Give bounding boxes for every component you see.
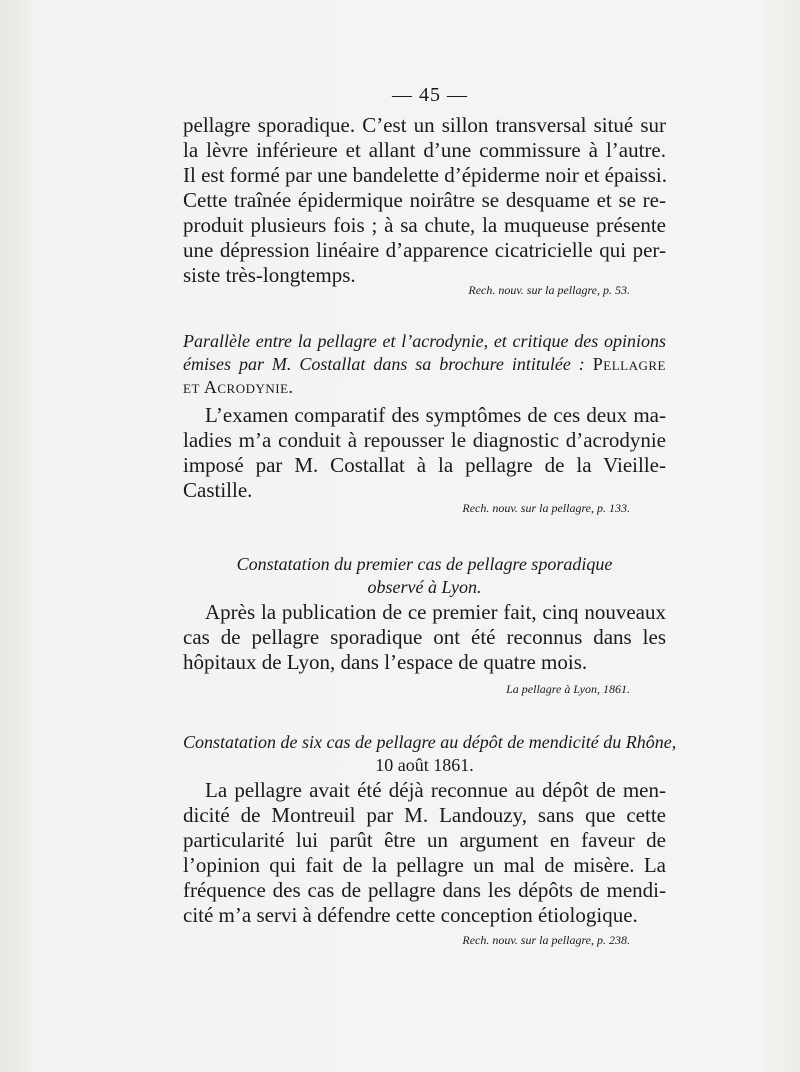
text-line: Castille. [183, 478, 253, 502]
title-line [183, 353, 666, 376]
title-line: 10 août 1861. [375, 755, 474, 775]
text-line: la lèvre inférieure et allant d’une commissure à l’autre. [183, 138, 666, 162]
text-line: particularité lui parût être un argument en faveur de [183, 828, 666, 852]
section-title-parallele [183, 330, 666, 399]
text-line: dicité de Montreuil par M. Landouzy, sans que cette [183, 803, 666, 827]
reference-citation: Rech. nouv. sur la pellagre, p. 238. [462, 933, 630, 947]
text-line: fréquence des cas de pellagre dans les dépôts de mendi- [183, 878, 666, 902]
text-line: produit plusieurs fois ; à sa chute, la muqueuse présente [183, 213, 666, 237]
text-line: siste très-longtemps. [183, 263, 356, 287]
text-line: l’opinion qui fait de la pellagre un mal de misère. La [183, 853, 666, 877]
section-title-lyon [183, 553, 666, 599]
title-text: émises par M. Costallat dans sa brochure intitulée : [183, 354, 593, 374]
paragraph-lyon [183, 600, 666, 675]
reference-citation: Rech. nouv. sur la pellagre, p. 53. [468, 283, 630, 297]
text-line: pellagre sporadique. C’est un sillon transversal situé sur [183, 113, 666, 137]
text-line: Il est formé par une bandelette d’épiderme noir et épaissi. [183, 163, 667, 187]
title-line: Constatation du premier cas de pellagre sporadique [236, 554, 613, 574]
title-line: Parallèle entre la pellagre et l’acrodynie, et critique des opinions [183, 331, 666, 351]
text-line: cas de pellagre sporadique ont été reconnus dans les [183, 625, 666, 649]
text-line: La pellagre avait été déjà reconnue au dépôt de men- [205, 778, 666, 802]
paragraph-rhone [183, 778, 666, 928]
text-line: cité m’a servi à défendre cette conception étiologique. [183, 903, 638, 927]
reference-citation: La pellagre à Lyon, 1861. [506, 682, 630, 696]
text-line: une dépression linéaire d’apparence cicatricielle qui per- [183, 238, 666, 262]
text-line: Après la publication de ce premier fait, cinq nouveaux [205, 600, 666, 624]
paragraph-acrodynie [183, 403, 666, 503]
text-line: imposé par M. Costallat à la pellagre de la Vieille- [183, 453, 666, 477]
text-line: Cette traînée épidermique noirâtre se desquame et se re- [183, 188, 666, 212]
title-smallcaps: Pellagre [592, 354, 666, 374]
text-line: L’examen comparatif des symptômes de ces deux ma- [205, 403, 666, 427]
text-line: hôpitaux de Lyon, dans l’espace de quatre mois. [183, 650, 588, 674]
page-number: — 45 — [392, 84, 468, 106]
title-line: observé à Lyon. [367, 577, 482, 597]
paragraph-sporadic-pellagra [183, 113, 666, 288]
text-line: ladies m’a conduit à repousser le diagnostic d’acrodynie [183, 428, 666, 452]
title-line: Constatation de six cas de pellagre au dépôt de mendicité du Rhône, [183, 732, 677, 752]
reference-citation: Rech. nouv. sur la pellagre, p. 133. [462, 501, 630, 515]
title-line: et Acrodynie. [183, 377, 294, 397]
section-title-rhone [183, 731, 677, 777]
